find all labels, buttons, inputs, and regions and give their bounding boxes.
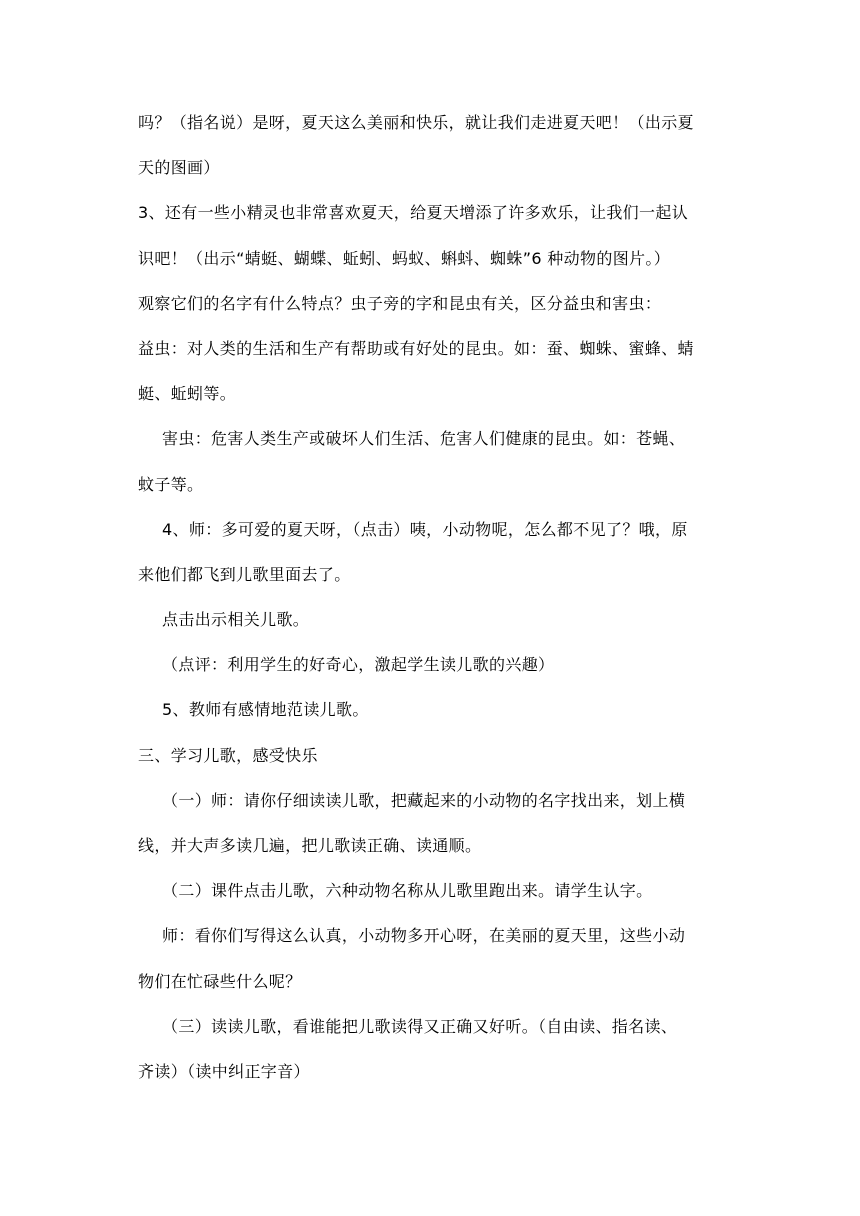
text-line: 线，并大声多读几遍，把儿歌读正确、读通顺。 — [138, 836, 482, 855]
text-line: 益虫：对人类的生活和生产有帮助或有好处的昆虫。如：蚕、蜘蛛、蜜蜂、蜻 — [138, 338, 694, 358]
text-line: 观察它们的名字有什么特点？虫子旁的字和昆虫有关，区分益虫和害虫： — [138, 293, 662, 313]
text-line: 蚊子等。 — [138, 474, 204, 494]
text-line: 来他们都飞到儿歌里面去了。 — [138, 564, 351, 584]
text-line: 4、师：多可爱的夏天呀，（点击）咦，小动物呢，怎么都不见了？哦，原 — [162, 519, 688, 539]
text-line: （二）课件点击儿歌，六种动物名称从儿歌里跑出来。请学生认字。 — [162, 881, 653, 901]
text-line: 吗？（指名说）是呀，夏天这么美丽和快乐，就让我们走进夏天吧！（出示夏 — [138, 113, 694, 132]
text-line: 害虫：危害人类生产或破坏人们生活、危害人们健康的昆虫。如：苍蝇、 — [162, 429, 686, 449]
text-line: 识吧！（出示“蜻蜓、蝴蝶、蚯蚓、蚂蚁、蝌蚪、蜘蛛”6 种动物的图片。） — [138, 248, 671, 268]
text-line: （一）师：请你仔细读读儿歌，把藏起来的小动物的名字找出来，划上横 — [162, 790, 686, 810]
text-line: 点击出示相关儿歌。 — [162, 610, 310, 630]
text-line: （三）读读儿歌，看谁能把儿歌读得又正确又好听。（自由读、指名读、 — [162, 1016, 678, 1036]
section-heading: 三、学习儿歌，感受快乐 — [138, 745, 318, 765]
text-line: （点评：利用学生的好奇心，激起学生读儿歌的兴趣） — [162, 655, 555, 675]
text-line: 天的图画） — [138, 158, 220, 178]
text-line: 5、教师有感情地范读儿歌。 — [162, 700, 369, 720]
document-body — [138, 112, 738, 1106]
text-line: 齐读）（读中纠正字音） — [138, 1061, 310, 1081]
text-line: 蜓、蚯蚓等。 — [138, 384, 237, 404]
text-line: 师：看你们写得这么认真，小动物多开心呀，在美丽的夏天里，这些小动 — [162, 926, 686, 946]
text-line: 物们在忙碌些什么呢？ — [138, 971, 302, 991]
text-line: 3、还有一些小精灵也非常喜欢夏天，给夏天增添了许多欢乐，让我们一起认 — [138, 203, 689, 223]
